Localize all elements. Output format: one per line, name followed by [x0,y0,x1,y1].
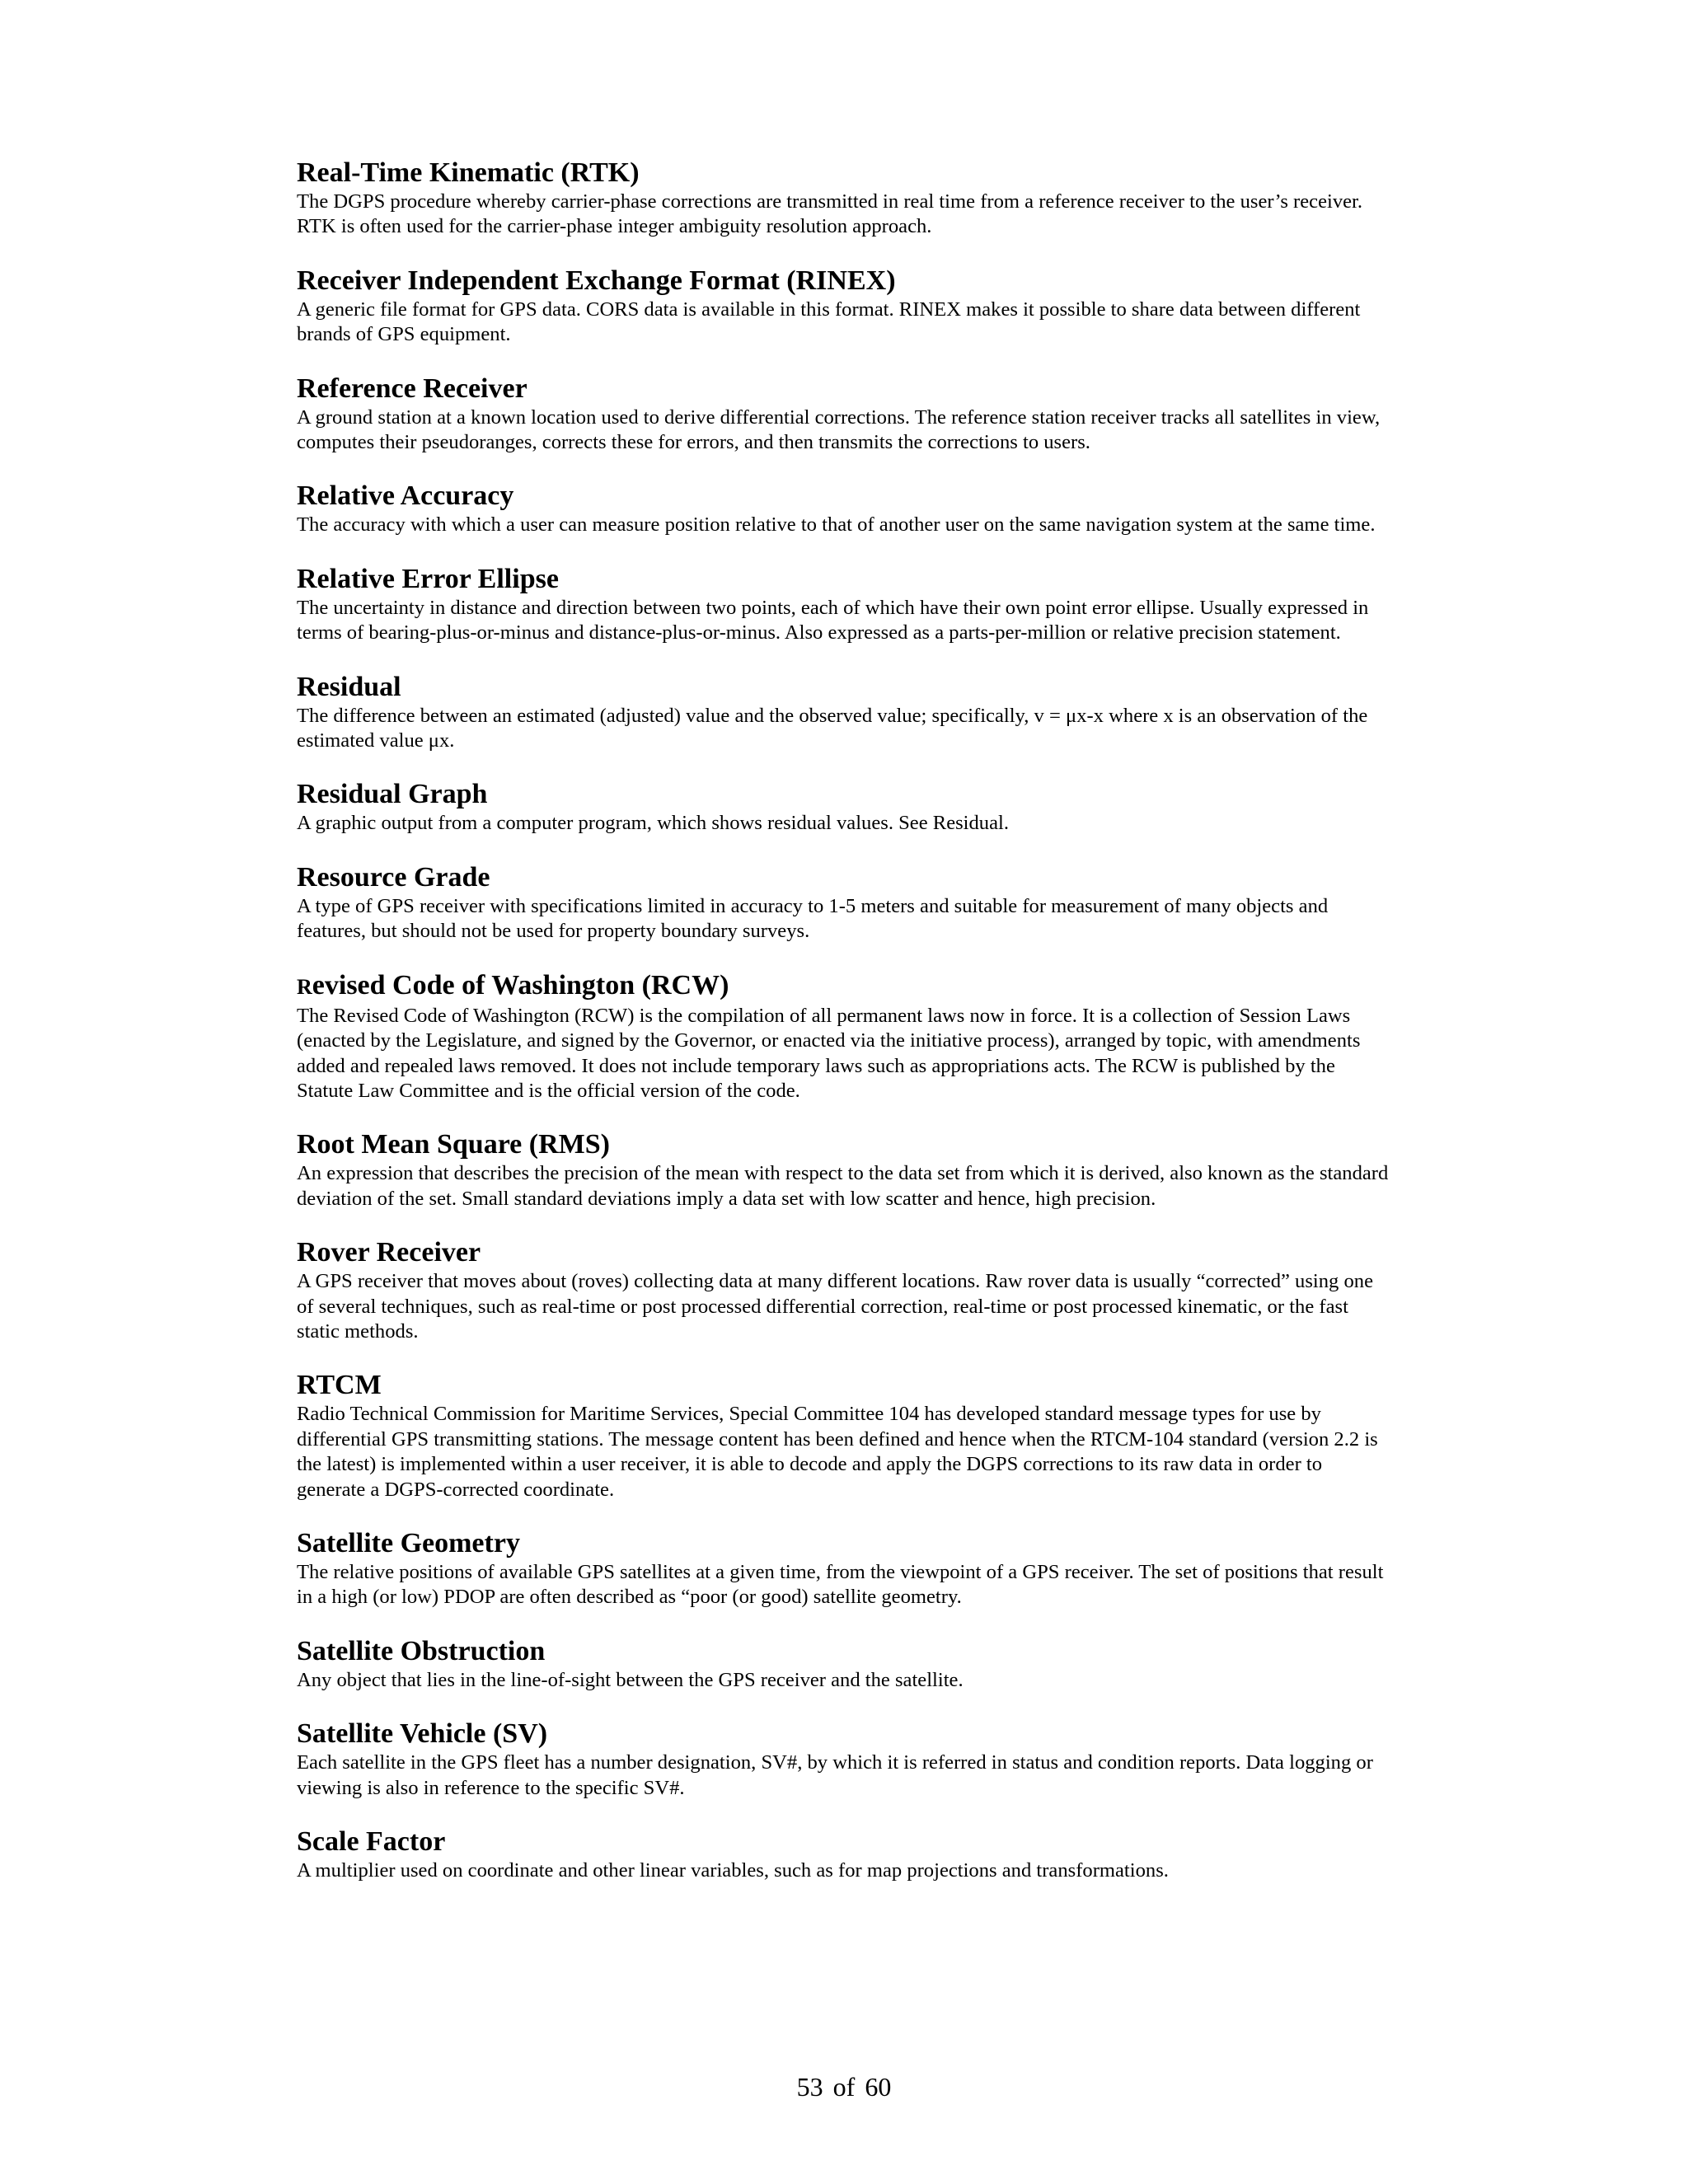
glossary-entry [297,1635,1393,1693]
glossary-entry [297,1825,1393,1883]
entry-term: Receiver Independent Exchange Format (RINEX) [297,265,896,296]
entry-definition: A type of GPS receiver with specifications limited in accuracy to 1-5 meters and suitable for measurement of many objects and features, but should not be used for property boundary surveys. [297,894,1329,943]
entry-term: Relative Error Ellipse [297,563,559,594]
entry-term: Real-Time Kinematic (RTK) [297,157,640,188]
glossary-entry [297,1527,1393,1610]
entry-definition: Each satellite in the GPS fleet has a number designation, SV#, by which it is referred in status and condition reports. Data logging or viewing is also in reference to the specific SV#. [297,1751,1373,1799]
entry-definition: A ground station at a known location used to derive differential corrections. The reference station receiver tracks all satellites in view, computes their pseudoranges, corrects these for errors, and then transmits the corrections to users. [297,405,1381,454]
glossary-entry [297,265,1393,348]
glossary-entry [297,671,1393,754]
entry-definition: The DGPS procedure whereby carrier-phase corrections are transmitted in real time from a reference receiver to the user’s receiver. RTK is often used for the carrier-phase integer ambiguity resolution approach. [297,190,1363,238]
entry-term: RTCM [297,1370,382,1401]
glossary-entry [297,1236,1393,1344]
entry-term: Satellite Vehicle (SV) [297,1718,548,1750]
entry-term: Satellite Obstruction [297,1635,546,1666]
entry-term: Root Mean Square (RMS) [297,1129,610,1160]
entry-term: Satellite Geometry [297,1527,520,1558]
entry-term: Residual Graph [297,779,488,810]
glossary-entries [297,157,1393,1908]
entry-definition: Radio Technical Commission for Maritime Services, Special Committee 104 has developed standard message types for use by differential GPS transmitting stations. The message content has been defined and hence when the RTCM-104 standard (version 2.2 is the latest) is implemented within a user receiver, it is able to decode and apply the DGPS corrections to its raw data in order to generate a DGPS-corrected coordinate. [297,1403,1378,1501]
entry-definition: The Revised Code of Washington (RCW) is the compilation of all permanent laws now in force. It is a collection of Session Laws (enacted by the Legislature, and signed by the Governor, or enacted via the initiative process), arranged by topic, with amendments added and repealed laws removed. It does not include temporary laws such as appropriations acts. The RCW is published by the Statute Law Committee and is the official version of the code. [297,1004,1361,1102]
entry-term-rest: evised Code of Washington (RCW) [312,969,729,1001]
glossary-entry [297,373,1393,456]
glossary-entry [297,157,1393,240]
entry-term: Resource Grade [297,861,490,893]
glossary-entry [297,778,1393,836]
page-number: 53 of 60 [796,2072,892,2102]
glossary-entry [297,1128,1393,1212]
entry-term-initial: R [297,974,312,999]
entry-definition: A multiplier used on coordinate and other linear variables, such as for map projections and transformations. [297,1859,1169,1882]
entry-definition: A generic file format for GPS data. CORS data is available in this format. RINEX makes it possible to share data between different brands of GPS equipment. [297,298,1361,346]
glossary-entry [297,563,1393,646]
entry-term: Relative Accuracy [297,480,514,512]
entry-definition: A GPS receiver that moves about (roves) collecting data at many different locations. Raw rover data is usually “corrected” using one of several techniques, such as real-time or post processed differential correction, real-time or post processed kinematic, or the fast static methods. [297,1270,1374,1343]
entry-definition: The relative positions of available GPS satellites at a given time, from the viewpoint of a GPS receiver. The set of positions that result in a high (or low) PDOP are often described as “poor (or good) satellite geometry. [297,1560,1384,1609]
glossary-entry [297,1369,1393,1502]
glossary-entry [297,1718,1393,1801]
entry-definition: The accuracy with which a user can measure position relative to that of another user on the same navigation system at the same time. [297,513,1376,537]
entry-term: Reference Receiver [297,373,528,404]
glossary-entry [297,480,1393,537]
entry-term [297,969,1393,1004]
glossary-entry [297,861,1393,944]
entry-term: Residual [297,671,401,702]
entry-term: Rover Receiver [297,1237,481,1268]
entry-definition: A graphic output from a computer program, which shows residual values. See Residual. [297,812,1009,835]
entry-definition: Any object that lies in the line-of-sight between the GPS receiver and the satellite. [297,1668,964,1691]
glossary-entry [297,969,1393,1104]
entry-definition: The difference between an estimated (adjusted) value and the observed value; specifically, v = μx-x where x is an observation of the estimated value μx. [297,704,1368,752]
entry-definition: An expression that describes the precision of the mean with respect to the data set from which it is derived, also known as the standard deviation of the set. Small standard deviations imply a data set with low scatter and hence, high precision. [297,1162,1389,1210]
entry-term: Scale Factor [297,1826,446,1857]
entry-definition: The uncertainty in distance and direction between two points, each of which have their own point error ellipse. Usually expressed in terms of bearing-plus-or-minus and distance-plus-or-minus. Also expressed as a parts-per-million or relative precision statement. [297,596,1369,644]
